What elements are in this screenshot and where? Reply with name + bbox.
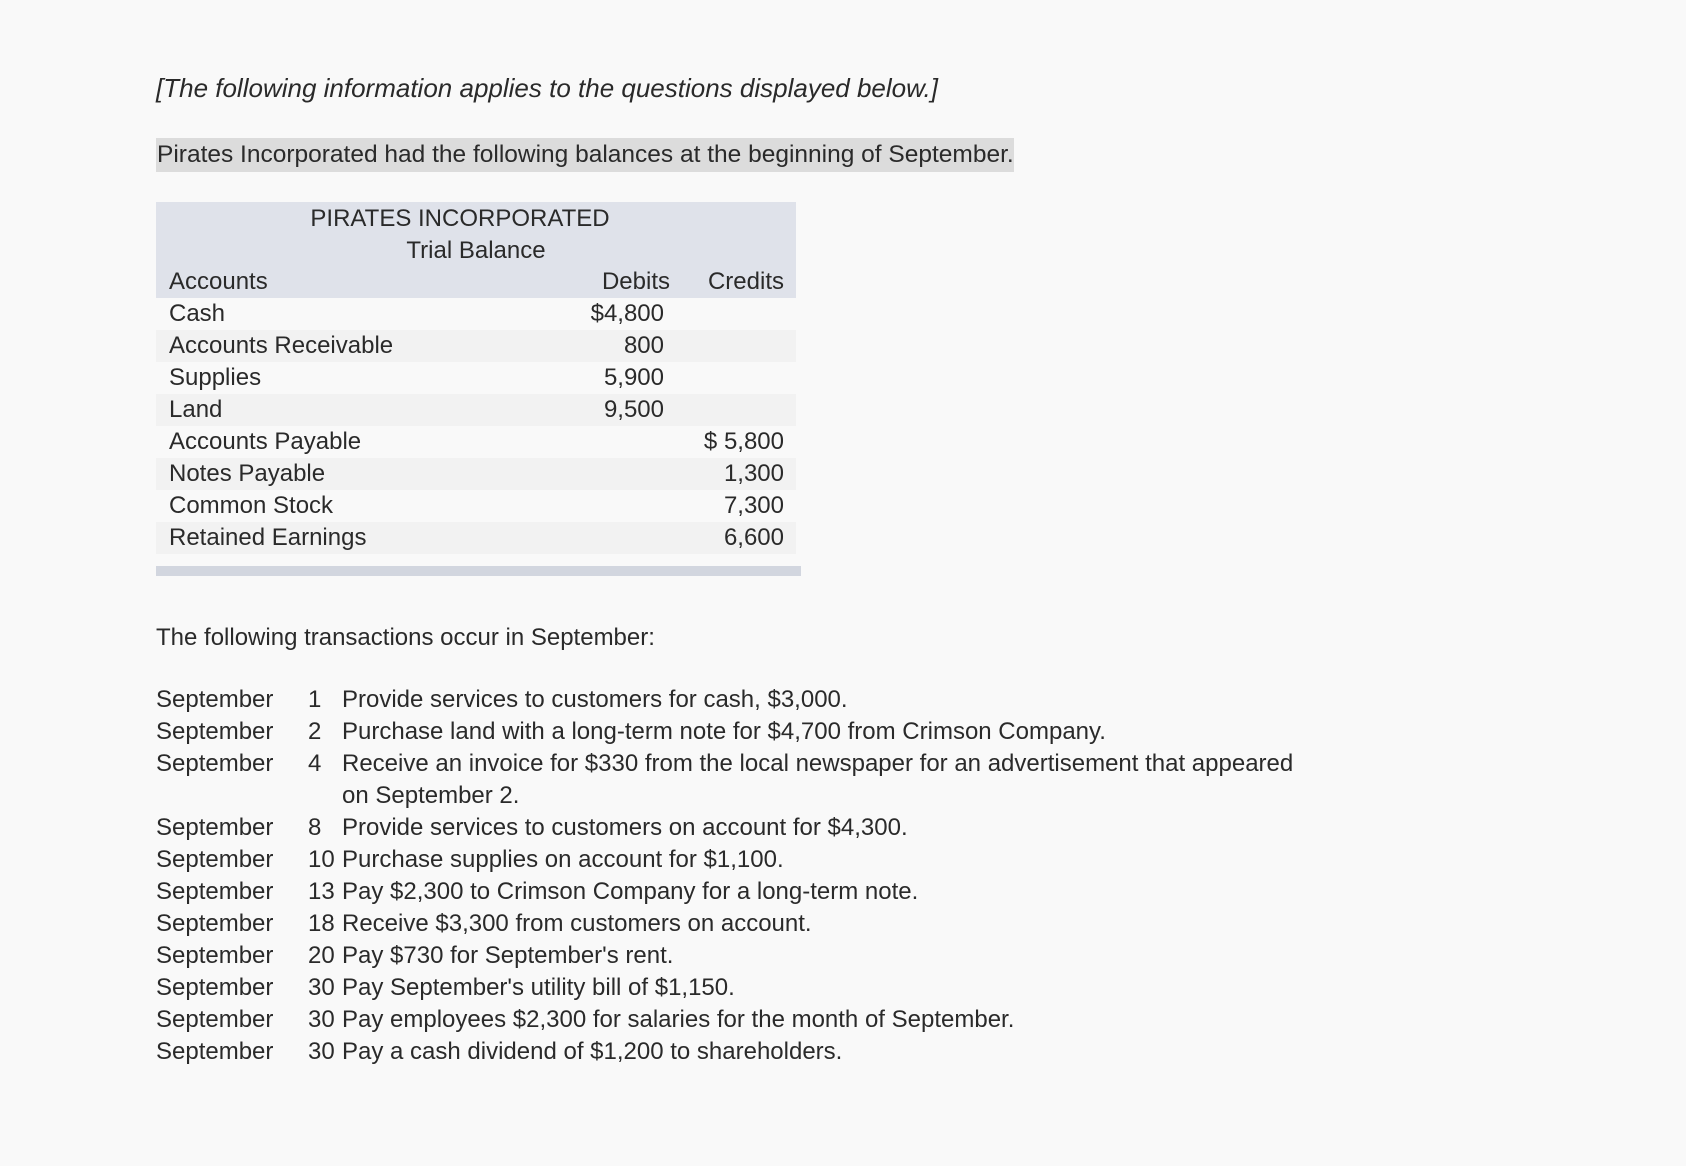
transaction-date bbox=[156, 684, 342, 716]
table-row bbox=[156, 426, 796, 458]
date-day: 30 bbox=[308, 1038, 335, 1065]
debit-value: 9,500 bbox=[603, 396, 664, 423]
account-name: Retained Earnings bbox=[169, 524, 367, 551]
transaction-description: Purchase land with a long-term note for $4,700 from Crimson Company. bbox=[342, 718, 1106, 745]
list-item bbox=[156, 716, 1406, 748]
transaction-date bbox=[156, 748, 342, 812]
list-item bbox=[156, 876, 1406, 908]
date-month: September bbox=[156, 686, 274, 713]
date-month: September bbox=[156, 910, 274, 937]
list-item bbox=[156, 748, 1406, 812]
statement-title: Trial Balance bbox=[406, 237, 546, 264]
table-row bbox=[156, 522, 796, 554]
date-day: 30 bbox=[308, 974, 335, 1001]
debit-value: $4,800 bbox=[590, 300, 664, 327]
list-item bbox=[156, 1004, 1406, 1036]
transaction-date bbox=[156, 972, 342, 1004]
list-item bbox=[156, 940, 1406, 972]
column-header-row bbox=[156, 266, 796, 298]
account-name: Accounts Receivable bbox=[169, 332, 394, 359]
trial-balance-table bbox=[156, 202, 796, 576]
account-name: Land bbox=[169, 396, 223, 423]
debit-value: 5,900 bbox=[603, 364, 664, 391]
credit-value: $ 5,800 bbox=[703, 428, 784, 455]
account-name: Accounts Payable bbox=[169, 428, 362, 455]
table-row bbox=[156, 330, 796, 362]
transaction-description: Receive $3,300 from customers on account. bbox=[342, 910, 812, 937]
transaction-date bbox=[156, 1004, 342, 1036]
transaction-description-line: Receive an invoice for $330 from the local newspaper for an advertisement that appeared bbox=[342, 750, 1294, 777]
date-month: September bbox=[156, 846, 274, 873]
transaction-description: Provide services to customers on account for $4,300. bbox=[342, 814, 908, 841]
transaction-date bbox=[156, 716, 342, 748]
credit-value: 1,300 bbox=[723, 460, 784, 487]
transaction-description: Purchase supplies on account for $1,100. bbox=[342, 846, 784, 873]
date-day: 8 bbox=[308, 814, 322, 841]
table-row bbox=[156, 490, 796, 522]
date-day: 30 bbox=[308, 1006, 335, 1033]
date-day: 18 bbox=[308, 910, 335, 937]
list-item bbox=[156, 972, 1406, 1004]
table-footer-bar bbox=[156, 566, 801, 576]
transactions-list bbox=[156, 684, 1406, 1068]
account-name: Supplies bbox=[169, 364, 262, 391]
transaction-date bbox=[156, 844, 342, 876]
transaction-description bbox=[342, 748, 1406, 812]
date-month: September bbox=[156, 1038, 274, 1065]
company-name: PIRATES INCORPORATED bbox=[310, 205, 610, 232]
transaction-description: Provide services to customers for cash, $3,000. bbox=[342, 686, 848, 713]
transaction-date bbox=[156, 908, 342, 940]
transaction-date bbox=[156, 940, 342, 972]
transaction-description: Pay a cash dividend of $1,200 to shareholders. bbox=[342, 1038, 843, 1065]
trial-balance-header bbox=[156, 202, 796, 298]
col-credits-header: Credits bbox=[707, 268, 784, 295]
date-day: 2 bbox=[308, 718, 322, 745]
transaction-description: Pay September's utility bill of $1,150. bbox=[342, 974, 735, 1001]
date-day: 1 bbox=[308, 686, 322, 713]
col-debits-header: Debits bbox=[601, 268, 670, 295]
account-name: Cash bbox=[169, 300, 226, 327]
table-row bbox=[156, 298, 796, 330]
debit-value: 800 bbox=[623, 332, 664, 359]
table-row bbox=[156, 394, 796, 426]
list-item bbox=[156, 1036, 1406, 1068]
transaction-description-line: on September 2. bbox=[342, 782, 520, 809]
date-month: September bbox=[156, 718, 274, 745]
date-month: September bbox=[156, 942, 274, 969]
date-day: 20 bbox=[308, 942, 335, 969]
account-name: Notes Payable bbox=[169, 460, 326, 487]
transaction-description: Pay $730 for September's rent. bbox=[342, 942, 674, 969]
intro-note: [The following information applies to the questions displayed below.] bbox=[156, 73, 938, 103]
list-item bbox=[156, 812, 1406, 844]
credit-value: 6,600 bbox=[723, 524, 784, 551]
account-name: Common Stock bbox=[169, 492, 334, 519]
transaction-date bbox=[156, 876, 342, 908]
list-item bbox=[156, 684, 1406, 716]
table-row bbox=[156, 458, 796, 490]
date-month: September bbox=[156, 878, 274, 905]
date-day: 10 bbox=[308, 846, 335, 873]
transaction-description: Pay employees $2,300 for salaries for the month of September. bbox=[342, 1006, 1015, 1033]
date-day: 13 bbox=[308, 878, 335, 905]
table-row bbox=[156, 362, 796, 394]
credit-value: 7,300 bbox=[723, 492, 784, 519]
transaction-date bbox=[156, 812, 342, 844]
transactions-intro: The following transactions occur in September: bbox=[156, 624, 655, 651]
lead-sentence: Pirates Incorporated had the following balances at the beginning of September. bbox=[156, 138, 1014, 172]
list-item bbox=[156, 908, 1406, 940]
col-accounts-header: Accounts bbox=[169, 268, 268, 295]
date-month: September bbox=[156, 814, 274, 841]
transaction-description: Pay $2,300 to Crimson Company for a long-term note. bbox=[342, 878, 919, 905]
date-month: September bbox=[156, 750, 274, 777]
date-day: 4 bbox=[308, 750, 322, 777]
trial-balance-body bbox=[156, 298, 796, 554]
list-item bbox=[156, 844, 1406, 876]
transaction-date bbox=[156, 1036, 342, 1068]
date-month: September bbox=[156, 974, 274, 1001]
date-month: September bbox=[156, 1006, 274, 1033]
